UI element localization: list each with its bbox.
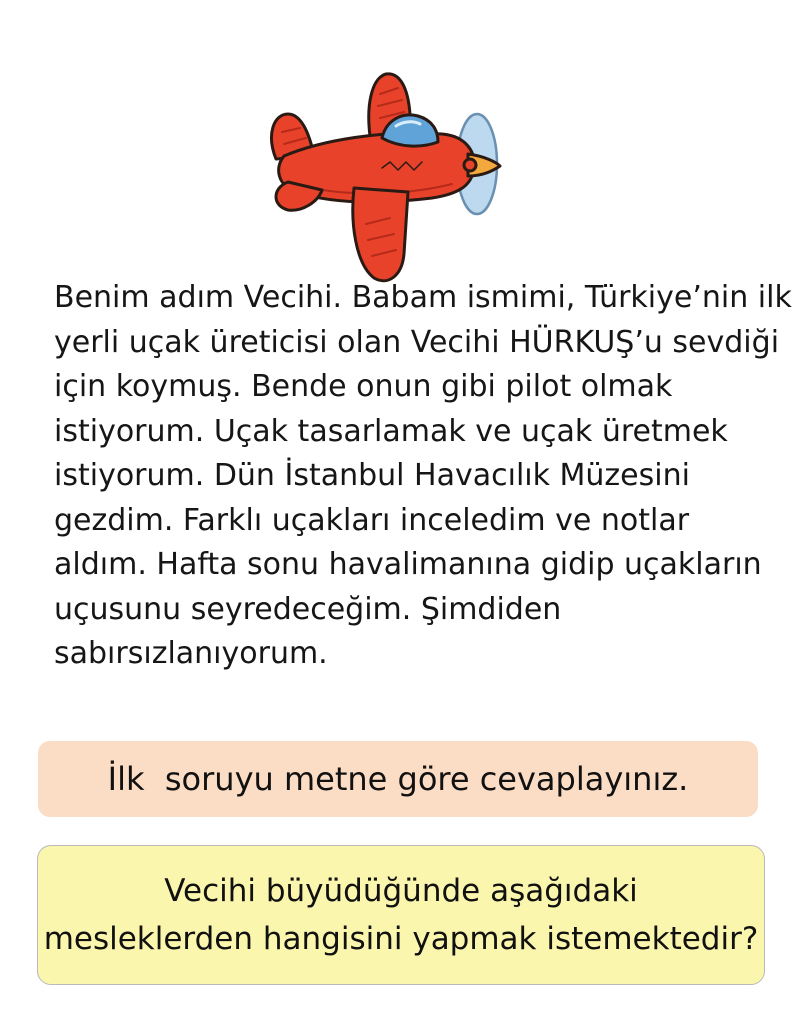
question-line: mesleklerden hangisini yapmak istemektedir? [43,921,759,957]
story-line: için koymuş. Bende onun gibi pilot olmak [54,369,673,404]
instruction-banner [38,741,758,817]
story-text [54,276,792,677]
airplane-icon [262,64,512,294]
story-line: yerli uçak üreticisi olan Vecihi HÜRKUŞ’u sevdiği [54,324,780,360]
question-box [37,845,765,985]
question-line: Vecihi büyüdüğünde aşağıdaki [164,873,638,909]
story-line: Benim adım Vecihi. Babam ismimi, Türkiye’nin ilk [54,280,792,315]
story-line: uçusunu seyredeceğim. Şimdiden [54,591,562,627]
story-line: aldım. Hafta sonu havalimanına gidip uçakların [54,547,762,582]
story-line: gezdim. Farklı uçakları inceledim ve notlar [54,502,690,538]
story-line: istiyorum. Uçak tasarlamak ve uçak üretmek [54,413,728,449]
airplane-illustration [262,64,512,294]
instruction-text: İlk soruyu metne göre cevaplayınız. [107,760,689,798]
story-line: istiyorum. Dün İstanbul Havacılık Müzesini [54,458,690,493]
story-line: sabırsızlanıyorum. [54,636,328,671]
